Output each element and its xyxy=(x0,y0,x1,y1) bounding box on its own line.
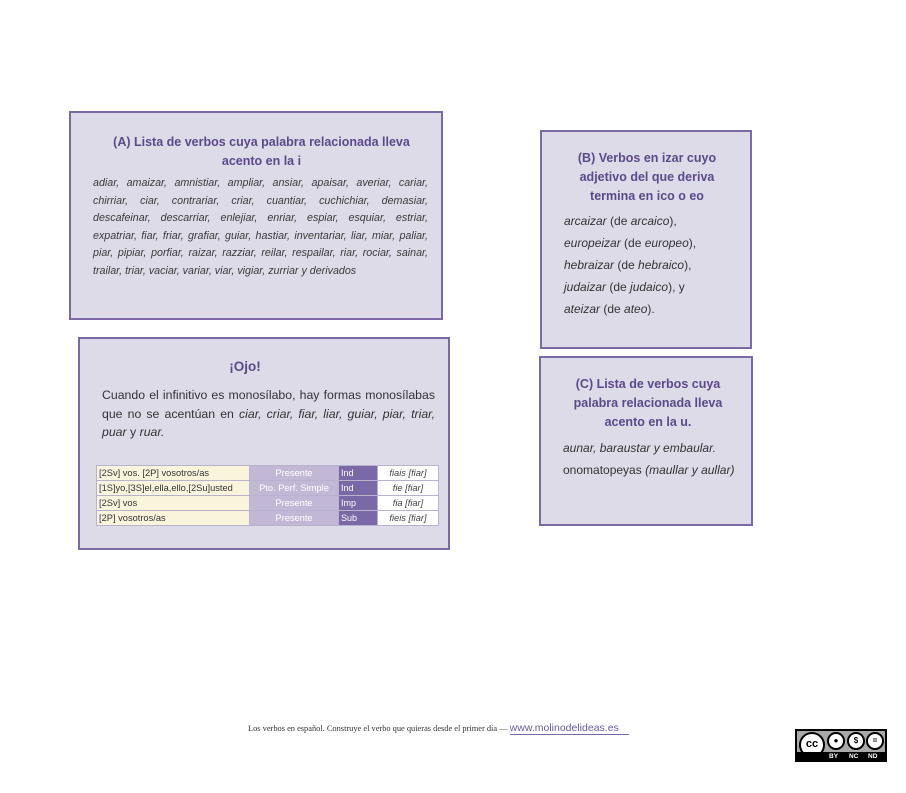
forma-cell: fie [fiar] xyxy=(378,481,439,496)
box-a-accent-i xyxy=(69,111,443,320)
nc-icon: $ xyxy=(847,732,865,750)
tiempo-cell: Presente xyxy=(250,466,339,481)
box-b-verb-list xyxy=(564,210,744,320)
box-c-title: (C) Lista de verbos cuya palabra relacionada lleva acento en la u. xyxy=(573,377,723,429)
tiempo-cell: Presente xyxy=(250,511,339,526)
modo-cell: Imp xyxy=(339,496,378,511)
box-a-title: (A) Lista de verbos cuya palabra relacionada lleva acento en la i xyxy=(113,135,410,168)
ojo-text: Cuando el infinitivo es monosílabo, hay formas monosílabas que no se acentúan en ciar, criar, fiar, liar, guiar, piar, triar, puar y ruar. xyxy=(102,388,435,439)
list-item: europeizar (de europeo), xyxy=(564,236,697,250)
box-b-izar-verbs xyxy=(540,130,752,349)
box-b-title: (B) Verbos en izar cuyo adjetivo del que deriva termina en ico o eo xyxy=(577,151,717,203)
cc-badge-top xyxy=(797,731,885,752)
footer xyxy=(248,722,629,734)
by-icon: ● xyxy=(827,732,845,750)
forma-cell: fiais [fiar] xyxy=(378,466,439,481)
nd-icon: = xyxy=(866,732,884,750)
nc-label: NC xyxy=(849,753,859,760)
list-item: hebraizar (de hebraico), xyxy=(564,258,692,272)
box-c-accent-u xyxy=(539,356,753,526)
persona-cell: [2P] vosotros/as xyxy=(97,511,250,526)
box-c-verbs: aunar, baraustar y embaular. xyxy=(563,441,716,455)
tiempo-cell: Presente xyxy=(250,496,339,511)
list-item: judaizar (de judaico), y xyxy=(564,280,685,294)
footer-text: Los verbos en español. Construye el verbo que quieras desde el primer día — xyxy=(248,724,508,733)
forma-cell: fieis [fiar] xyxy=(378,511,439,526)
box-a-verb-list: adiar, amaizar, amnistiar, ampliar, ansiar, apaisar, averiar, cariar, chirriar, ciar, contrariar, criar, cuantiar, cuchichiar, demasiar, descafeinar, descarriar, enlejiar, enriar, espiar, esquiar, estriar, expatriar, fiar, friar, grafiar, guiar, hastiar, inventariar, liar, miar, paliar, piar, pipiar, porfiar, raizar, razziar, reilar, respailar, riar, rociar, sainar, trailar, triar, vaciar, variar, viar, vigiar, zurriar y derivados xyxy=(93,177,428,277)
cc-badge-labels xyxy=(797,752,885,762)
modo-cell: Sub xyxy=(339,511,378,526)
table-row xyxy=(97,481,439,496)
table-row xyxy=(97,496,439,511)
tiempo-cell: Pto. Perf. Simple xyxy=(250,481,339,496)
persona-cell: [2Sv] vos xyxy=(97,496,250,511)
conjugation-table xyxy=(96,465,439,526)
list-item: arcaizar (de arcaico), xyxy=(564,214,677,228)
table-row xyxy=(97,466,439,481)
modo-cell: Ind xyxy=(339,466,378,481)
box-c-onomatopeyas: onomatopeyas (maullar y aullar) xyxy=(563,463,735,477)
nd-label: ND xyxy=(868,753,878,760)
persona-cell: [2Sv] vos. [2P] vosotros/as xyxy=(97,466,250,481)
table-row xyxy=(97,511,439,526)
modo-cell: Ind xyxy=(339,481,378,496)
list-item: ateizar (de ateo). xyxy=(564,302,655,316)
cc-license-badge[interactable] xyxy=(795,729,887,762)
persona-cell: [1S]yo,[3S]el,ella,ello,[2Su]usted xyxy=(97,481,250,496)
forma-cell: fia [fiar] xyxy=(378,496,439,511)
footer-link[interactable]: www.molinodelideas.es xyxy=(510,722,629,735)
box-ojo-note xyxy=(78,337,450,550)
cc-logo-icon: cc xyxy=(799,732,825,758)
by-label: BY xyxy=(829,753,839,760)
ojo-title: ¡Ojo! xyxy=(229,359,261,374)
